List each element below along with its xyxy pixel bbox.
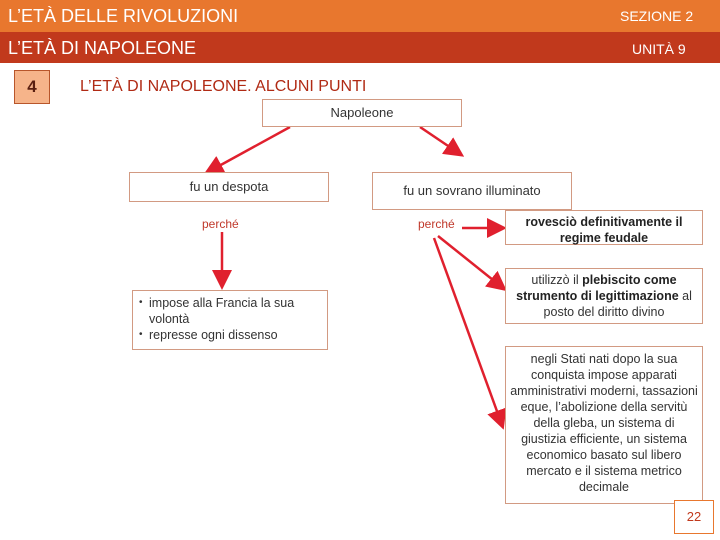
reason-plebiscito-bold: plebiscito come strumento di legittimazione (516, 273, 679, 303)
arrow-root-right (420, 127, 460, 154)
reason-plebiscito-post: al posto del diritto divino (543, 289, 692, 319)
node-despota: fu un despota (129, 172, 329, 202)
arrow-right-reason3 (434, 238, 502, 425)
reason-feudale-text: rovesciò definitivamente il regime feudale (525, 215, 683, 245)
root-node-napoleone: Napoleone (262, 99, 462, 127)
reason-riforme-box (505, 346, 703, 504)
node-sovrano-illuminato: fu un sovrano illuminato (372, 172, 572, 210)
arrow-right-reason2 (438, 236, 503, 288)
page-number: 22 (674, 500, 714, 534)
reason-feudale-box (505, 210, 703, 245)
list-item: • represse ogni dissenso (139, 327, 321, 343)
unit-label: UNITÀ 9 (632, 41, 686, 57)
section-label: SEZIONE 2 (620, 8, 694, 24)
page-title: L’ETÀ DI NAPOLEONE. ALCUNI PUNTI (80, 78, 367, 95)
reason-plebiscito-pre: utilizzò il (531, 273, 583, 287)
connector-perche-right: perché (418, 217, 455, 231)
lesson-number-badge: 4 (14, 70, 50, 104)
list-item: • impose alla Francia la sua volontà (139, 295, 321, 327)
arrow-root-left (208, 127, 290, 172)
reason-riforme-text: negli Stati nati dopo la sua conquista impose apparati amministrativi moderni, tassazioni eque, l’abolizione della servitù della gleba, un sistema di giustizia efficiente, un sistema economico basato sul libero mercato e il sistema metrico decimale (510, 352, 698, 494)
connector-perche-left: perché (202, 217, 239, 231)
section-title: L’ETÀ DELLE RIVOLUZIONI (8, 6, 239, 26)
unit-title: L’ETÀ DI NAPOLEONE (8, 38, 197, 58)
reason-plebiscito-box (505, 268, 703, 324)
reasons-despota-box (132, 290, 328, 350)
